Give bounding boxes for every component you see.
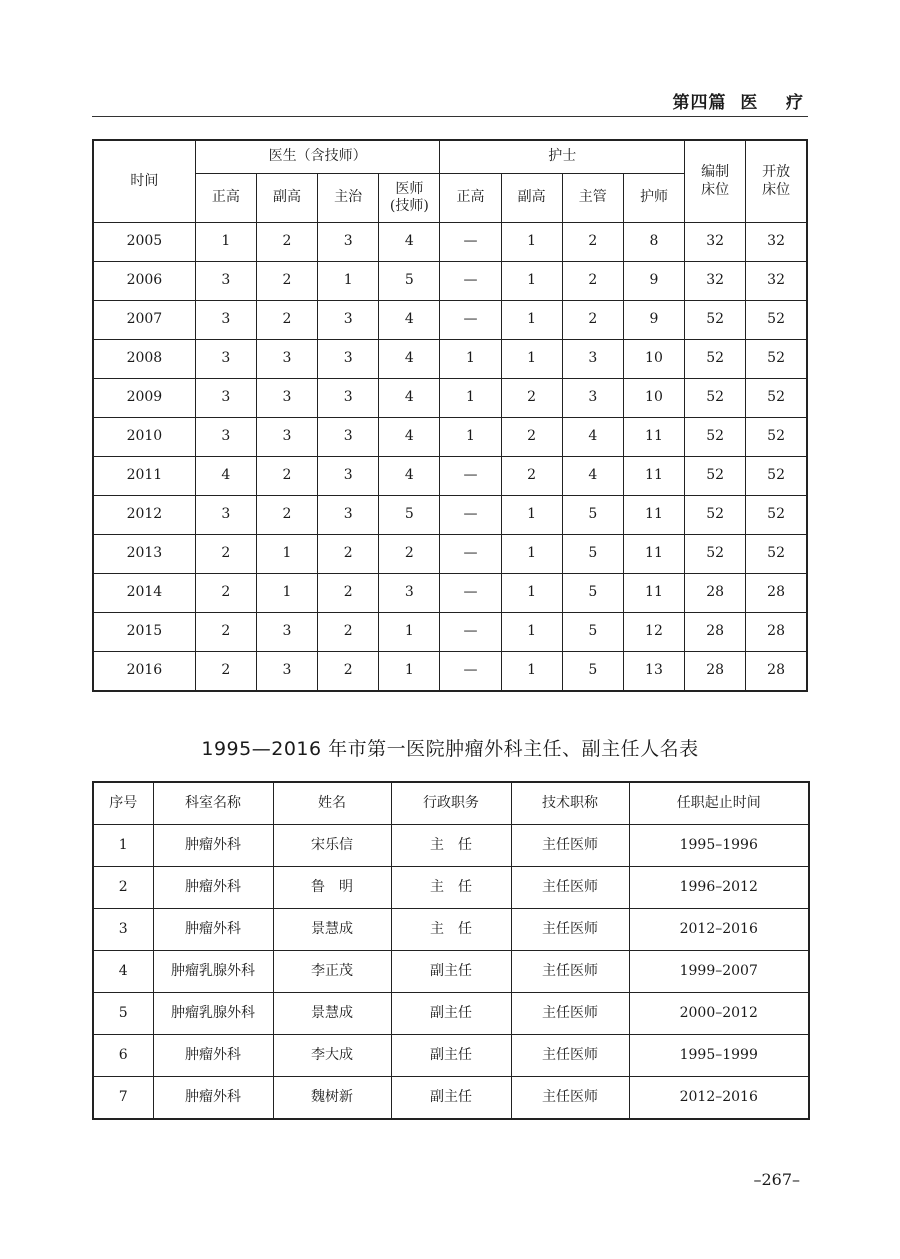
table-cell: 李正茂 — [273, 951, 391, 993]
table-cell: — — [440, 457, 501, 496]
table-cell: 2012 — [93, 496, 195, 535]
table-cell: 12 — [623, 613, 684, 652]
table-cell: 1999–2007 — [629, 951, 809, 993]
table-cell: 主 任 — [391, 825, 511, 867]
table-cell: 2 — [318, 535, 379, 574]
director-table — [92, 781, 810, 1120]
table-row — [93, 613, 807, 652]
table-cell: 1 — [195, 223, 256, 262]
table-cell: 2 — [195, 574, 256, 613]
table-cell: 5 — [379, 262, 440, 301]
beds-open-header: 开放 床位 — [746, 140, 807, 223]
table-cell: 1 — [501, 262, 562, 301]
table-cell: 1 — [440, 418, 501, 457]
table-cell: 3 — [195, 340, 256, 379]
table-cell: 2 — [195, 613, 256, 652]
table-cell: 7 — [93, 1077, 153, 1120]
table-row — [93, 418, 807, 457]
table-cell: 52 — [746, 301, 807, 340]
table-cell: 2008 — [93, 340, 195, 379]
table-cell: 11 — [623, 457, 684, 496]
table-row — [93, 993, 809, 1035]
table-cell: 魏树新 — [273, 1077, 391, 1120]
table-cell: 28 — [746, 574, 807, 613]
time-header: 时间 — [93, 140, 195, 223]
table-cell: 2005 — [93, 223, 195, 262]
table-cell: 52 — [746, 340, 807, 379]
header-rule — [92, 116, 808, 117]
table-cell: 3 — [195, 496, 256, 535]
table-cell: 28 — [685, 652, 746, 692]
table-cell: 1 — [256, 535, 317, 574]
table-cell: 1 — [379, 652, 440, 692]
table-cell: 11 — [623, 418, 684, 457]
table-row — [93, 825, 809, 867]
table-cell: 2 — [318, 574, 379, 613]
table-cell: 52 — [746, 496, 807, 535]
col-header: 行政职务 — [391, 782, 511, 825]
table-cell: 1 — [501, 301, 562, 340]
table-cell: 2 — [318, 613, 379, 652]
table-cell: 3 — [318, 496, 379, 535]
doctor-group-header: 医生（含技师） — [195, 140, 440, 174]
table-cell: 肿瘤外科 — [153, 1077, 273, 1120]
table-cell: 2011 — [93, 457, 195, 496]
table-cell: 1 — [501, 652, 562, 692]
table-cell: 28 — [685, 574, 746, 613]
table-cell: 32 — [746, 223, 807, 262]
table-cell: 52 — [685, 340, 746, 379]
table-cell: 肿瘤外科 — [153, 825, 273, 867]
table-cell: 3 — [256, 652, 317, 692]
beds-fixed-header: 编制 床位 — [685, 140, 746, 223]
table-cell: 3 — [318, 457, 379, 496]
table-cell: 3 — [93, 909, 153, 951]
doctor-col-header: 正高 — [195, 174, 256, 223]
table-cell: 4 — [562, 418, 623, 457]
table-cell: 3 — [318, 301, 379, 340]
table-cell: 2014 — [93, 574, 195, 613]
table-cell: 1 — [256, 574, 317, 613]
table-cell: 4 — [93, 951, 153, 993]
nurse-col-header: 护师 — [623, 174, 684, 223]
table-cell: 4 — [379, 340, 440, 379]
table-cell: 2 — [195, 652, 256, 692]
table-cell: 2 — [256, 262, 317, 301]
table-row — [93, 262, 807, 301]
table-cell: 1996–2012 — [629, 867, 809, 909]
table-row — [93, 223, 807, 262]
table-cell: 28 — [746, 613, 807, 652]
table-cell: 5 — [562, 613, 623, 652]
table-cell: — — [440, 574, 501, 613]
table-cell: 3 — [318, 418, 379, 457]
table-cell: 1 — [440, 379, 501, 418]
table-cell: 5 — [379, 496, 440, 535]
table-cell: 3 — [256, 340, 317, 379]
table-cell: 3 — [195, 301, 256, 340]
table-cell: 5 — [562, 574, 623, 613]
table-cell: 52 — [685, 535, 746, 574]
table-row — [93, 379, 807, 418]
table-cell: 2 — [501, 418, 562, 457]
table-cell: 2016 — [93, 652, 195, 692]
table-row — [93, 1035, 809, 1077]
table-cell: 5 — [562, 535, 623, 574]
table-cell: — — [440, 535, 501, 574]
col-header: 技术职称 — [511, 782, 629, 825]
table-cell: 52 — [746, 379, 807, 418]
table-cell: 32 — [685, 223, 746, 262]
table-cell: 1 — [501, 496, 562, 535]
page-number: –267– — [753, 1170, 800, 1189]
table-cell: 3 — [256, 379, 317, 418]
table-cell: 2009 — [93, 379, 195, 418]
table-cell: 2007 — [93, 301, 195, 340]
table-cell: 3 — [195, 262, 256, 301]
table-cell: 3 — [318, 223, 379, 262]
table-cell: 52 — [685, 457, 746, 496]
table-cell: 2 — [256, 457, 317, 496]
table-cell: — — [440, 301, 501, 340]
table-cell: 主任医师 — [511, 1035, 629, 1077]
table-cell: 8 — [623, 223, 684, 262]
table-row — [93, 574, 807, 613]
table-cell: 3 — [195, 379, 256, 418]
doctor-col-header: 副高 — [256, 174, 317, 223]
table-row — [93, 496, 807, 535]
table-cell: 52 — [746, 535, 807, 574]
table-cell: 5 — [562, 652, 623, 692]
table-cell: 1 — [501, 535, 562, 574]
table-cell: 6 — [93, 1035, 153, 1077]
table-cell: 2 — [195, 535, 256, 574]
table-cell: 主 任 — [391, 909, 511, 951]
table-row — [93, 301, 807, 340]
table-cell: 4 — [195, 457, 256, 496]
col-header: 姓名 — [273, 782, 391, 825]
table-cell: 5 — [562, 496, 623, 535]
table-cell: — — [440, 652, 501, 692]
table-cell: 2012–2016 — [629, 1077, 809, 1120]
table-cell: 4 — [379, 301, 440, 340]
table-cell: 宋乐信 — [273, 825, 391, 867]
table-cell: 1995–1996 — [629, 825, 809, 867]
table-cell: 主任医师 — [511, 825, 629, 867]
table-cell: 52 — [685, 301, 746, 340]
table-cell: 32 — [685, 262, 746, 301]
table-cell: 52 — [746, 457, 807, 496]
table-cell: 2013 — [93, 535, 195, 574]
table-cell: 52 — [685, 379, 746, 418]
table-cell: 4 — [379, 379, 440, 418]
table-cell: 副主任 — [391, 993, 511, 1035]
table-cell: 2 — [256, 301, 317, 340]
table-cell: 2 — [93, 867, 153, 909]
table-row — [93, 535, 807, 574]
table-row — [93, 652, 807, 692]
table-cell: 28 — [685, 613, 746, 652]
running-header: 第四篇 医 疗 — [672, 93, 804, 113]
table-cell: 2 — [501, 379, 562, 418]
table-cell: 2006 — [93, 262, 195, 301]
table-cell: 9 — [623, 262, 684, 301]
table-cell: — — [440, 613, 501, 652]
table-cell: 景慧成 — [273, 909, 391, 951]
table-cell: 肿瘤乳腺外科 — [153, 951, 273, 993]
table-cell: 1995–1999 — [629, 1035, 809, 1077]
table-cell: 肿瘤乳腺外科 — [153, 993, 273, 1035]
table-cell: 4 — [562, 457, 623, 496]
table-cell: 52 — [685, 418, 746, 457]
table-cell: 1 — [501, 223, 562, 262]
table-cell: 9 — [623, 301, 684, 340]
table-cell: 主任医师 — [511, 1077, 629, 1120]
table-cell: 5 — [93, 993, 153, 1035]
table-cell: 1 — [93, 825, 153, 867]
table-cell: 鲁 明 — [273, 867, 391, 909]
table-cell: 2000–2012 — [629, 993, 809, 1035]
table-cell: 2 — [256, 223, 317, 262]
table-cell: 3 — [318, 379, 379, 418]
doctor-col-header: 主治 — [318, 174, 379, 223]
table-cell: 3 — [318, 340, 379, 379]
table-row — [93, 1077, 809, 1120]
table-cell: 2010 — [93, 418, 195, 457]
table-cell: 1 — [501, 340, 562, 379]
nurse-col-header: 正高 — [440, 174, 501, 223]
table-cell: 李大成 — [273, 1035, 391, 1077]
table-row — [93, 867, 809, 909]
table-cell: 主任医师 — [511, 867, 629, 909]
table-row — [93, 457, 807, 496]
col-header: 科室名称 — [153, 782, 273, 825]
table-cell: — — [440, 223, 501, 262]
table-cell: 2015 — [93, 613, 195, 652]
table-cell: 主任医师 — [511, 993, 629, 1035]
table-cell: 11 — [623, 496, 684, 535]
table-cell: 1 — [318, 262, 379, 301]
table-cell: 52 — [685, 496, 746, 535]
nurse-group-header: 护士 — [440, 140, 685, 174]
table-cell: 11 — [623, 574, 684, 613]
table-cell: 肿瘤外科 — [153, 1035, 273, 1077]
table-cell: 副主任 — [391, 951, 511, 993]
table-cell: 11 — [623, 535, 684, 574]
table-cell: 2 — [379, 535, 440, 574]
table-cell: 2 — [318, 652, 379, 692]
nurse-col-header: 副高 — [501, 174, 562, 223]
table-cell: 1 — [501, 574, 562, 613]
table-cell: 肿瘤外科 — [153, 909, 273, 951]
table-cell: 2 — [501, 457, 562, 496]
table-cell: 副主任 — [391, 1035, 511, 1077]
table-cell: 13 — [623, 652, 684, 692]
staff-bed-table — [92, 139, 808, 692]
table-cell: 2 — [562, 262, 623, 301]
table-cell: 4 — [379, 223, 440, 262]
table-cell: 2 — [562, 223, 623, 262]
table-cell: 3 — [562, 340, 623, 379]
table-cell: 10 — [623, 340, 684, 379]
table-cell: 3 — [379, 574, 440, 613]
col-header: 序号 — [93, 782, 153, 825]
table-cell: 10 — [623, 379, 684, 418]
table-cell: 3 — [256, 613, 317, 652]
table-cell: 主任医师 — [511, 951, 629, 993]
table-cell: 主 任 — [391, 867, 511, 909]
table-cell: 3 — [195, 418, 256, 457]
table-cell: 52 — [746, 418, 807, 457]
table-cell: — — [440, 262, 501, 301]
table-cell: 1 — [440, 340, 501, 379]
nurse-col-header: 主管 — [562, 174, 623, 223]
table-cell: — — [440, 496, 501, 535]
table-cell: 2 — [256, 496, 317, 535]
table-cell: 28 — [746, 652, 807, 692]
col-header: 任职起止时间 — [629, 782, 809, 825]
table-cell: 2012–2016 — [629, 909, 809, 951]
table-cell: 主任医师 — [511, 909, 629, 951]
table-cell: 副主任 — [391, 1077, 511, 1120]
table-cell: 景慧成 — [273, 993, 391, 1035]
table-cell: 3 — [256, 418, 317, 457]
table-cell: 3 — [562, 379, 623, 418]
section-title: 1995—2016 年市第一医院肿瘤外科主任、副主任人名表 — [201, 738, 699, 760]
table-cell: 1 — [379, 613, 440, 652]
doctor-col-header: 医师 (技师) — [379, 174, 440, 223]
table-row — [93, 340, 807, 379]
table-cell: 1 — [501, 613, 562, 652]
table-cell: 32 — [746, 262, 807, 301]
table-cell: 4 — [379, 457, 440, 496]
table-cell: 肿瘤外科 — [153, 867, 273, 909]
table-cell: 4 — [379, 418, 440, 457]
table-cell: 2 — [562, 301, 623, 340]
table-row — [93, 951, 809, 993]
table-row — [93, 909, 809, 951]
